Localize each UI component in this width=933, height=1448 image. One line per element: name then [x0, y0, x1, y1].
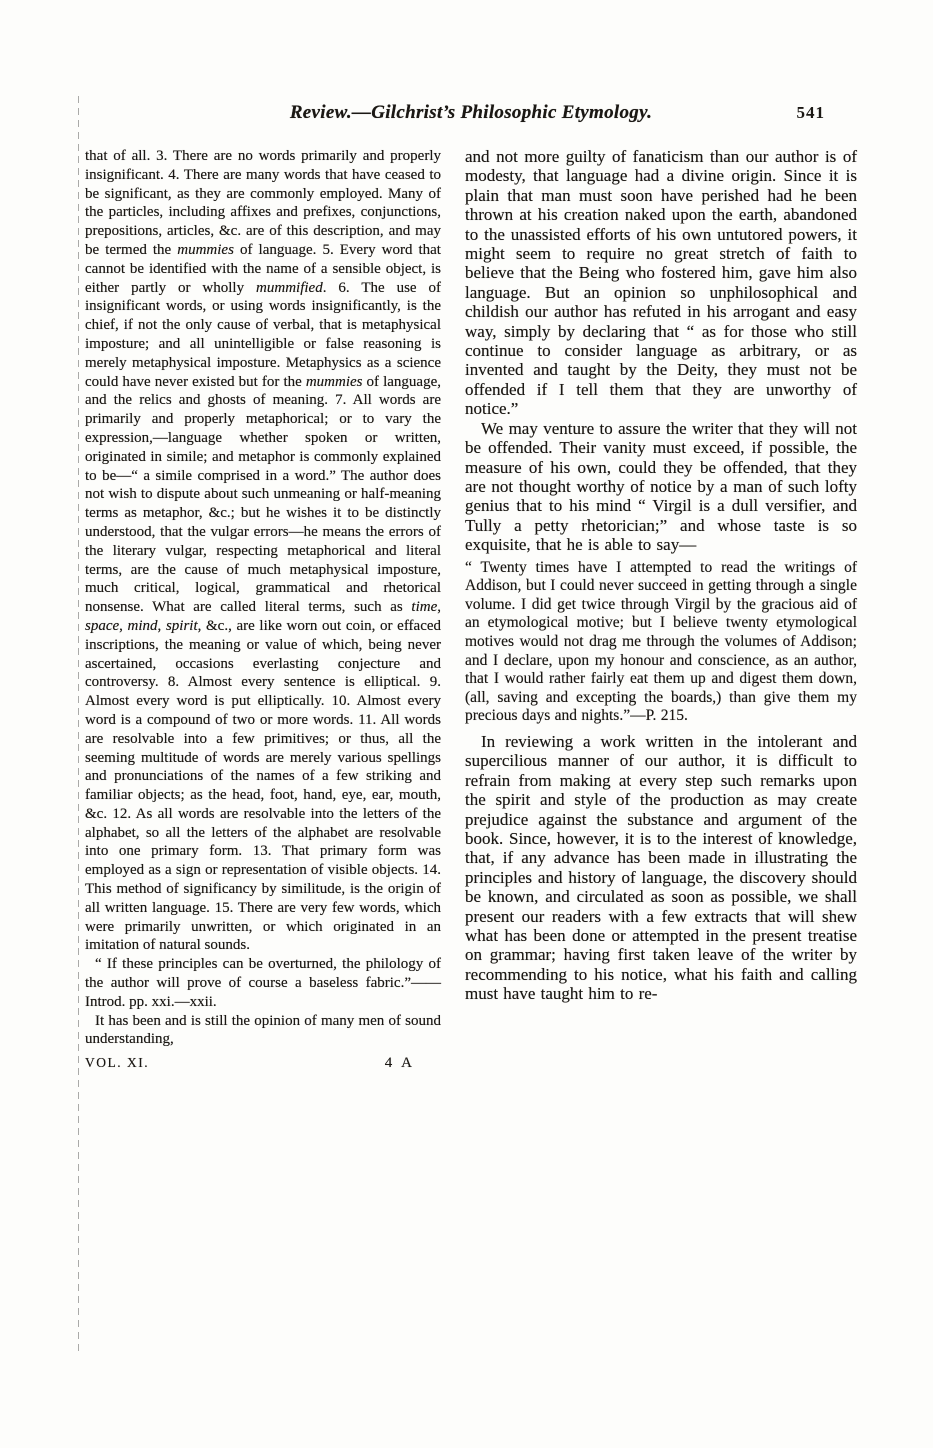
extract-principles-paragraph: that of all. 3. There are no words primarily and properly insignificant. 4. There are many words that have ceased to be significant, as they are commonly employed. Many of the particles, including affixes and prefixes, conjunctions, prepositions, articles, &c. are of this description, and may be termed the mummies of language. 5. Every word that cannot be identified with the name of a sensible object, is either partly or wholly mummified. 6. The use of insignificant words, or using words insignificantly, is the chief, if not the only cause of verbal, that is metaphysical imposture; and all unintelligible or false reasoning is merely metaphysical imposture. Metaphysics as a science could have never existed but for the mummies of language, and the relics and ghosts of meaning. 7. All words are primarily and properly metaphorical; or to vary the expression,—language whether spoken or written, originated in simile; and metaphor is commonly explained to be—“ a simile comprised in a word.” The author does not wish to dispute about such unmeaning or half-meaning terms as metaphor, &c.; but he wishes it to be distinctly understood, that the vulgar errors—he means the errors of the literary vulgar, respecting metaphorical and literal terms, are the cause of much metaphysical imposture, much critical, logical, grammatical and rhetorical nonsense. What are called literal terms, such as time, space, mind, spirit, &c., are like worn out coin, or effaced inscriptions, the meaning or value of which, being never ascertained, occasions everlasting conjecture and controversy. 8. Almost every sentence is elliptical. 9. Almost every word is put elliptically. 10. Almost every word is a compound of two or more words. 11. All words are resolvable into a few primitives; or thus, all the seeming multitude of words are merely various spellings and pronunciations of the names of a few striking and familiar objects; as the head, foot, hand, eye, ear, mouth, &c. 12. As all words are resolvable into the letters of the alphabet, so all the letters of the alphabet are resolvable into one primary form. 13. That primary form was employed as a sign or representation of visible objects. 14. This method of significancy by similitude, is the origin of all written language. 15. There are very few words, which were primarily unwritten, or which originated in an imitation of natural sounds. [85, 148, 442, 954]
page-header [85, 102, 857, 128]
left-margin-rule [78, 96, 79, 1352]
assurance-paragraph: We may venture to assure the writer that they will not be offended. Their vanity must exceed, if possible, the measure of his own, could they be offended, that they are not thought worthy of notice by a man of such lofty genius that to his mind “ Virgil is a dull versifier, and Tully a petty rhetorician;” and whose taste is so exquisite, that he is able to say— [465, 418, 857, 555]
reviewing-paragraph: In reviewing a work written in the intolerant and supercilious manner of our author, it is difficult to refrain from making at every step such remarks upon the spirit and style of the production as may create prejudice against the substance and argument of the book. Since, however, it is to the interest of knowledge, that, if any advance has been made in illustrating the principles and history of language, the discovery should be known, and circulated as soon as possible, we shall present our readers with a few extracts that will shew what has been done or attempted in the present treatise on grammar; having first taken leave of the writer by recommending to his notice, what his faith and calling must have taught him to re- [465, 731, 857, 1004]
opinion-paragraph: It has been and is still the opinion of many men of sound understanding, [85, 1012, 441, 1048]
volume-label: VOL. XI. [85, 1055, 150, 1071]
fanaticism-paragraph: and not more guilty of fanaticism than our author is of modesty, that language had a divine origin. Since it is plain that man must soon have perished had he been thrown at his creation naked upon the earth, abandoned to the unassisted efforts of his own untutored powers, it might seem to require no great stretch of faith to believe that the Being who fostered him, gave him also language. But an opinion so unphilosophical and childish our author has refuted in his arrogant and easy way, simply by declaring that “ as for those who still continue to consider language as arbitrary, or as invented and taught by the Deity, they must not be offended if I tell them that they are unworthy of notice.” [465, 147, 857, 419]
page-number: 541 [796, 103, 825, 122]
running-title: Review.—Gilchrist’s Philosophic Etymology. [289, 102, 653, 123]
left-column [85, 147, 441, 1072]
text-columns [85, 147, 857, 1072]
page-footer [85, 1055, 441, 1072]
signature-mark: 4 A [384, 1055, 415, 1072]
addison-blockquote: “ Twenty times have I attempted to read the writings of Addison, but I could never succeed in getting through a single volume. I did get twice through Virgil by the gracious aid of an etymological motive; but I believe twenty etymological motives would not drag me through the volumes of Addison; and I declare, upon my honour and conscience, as an author, that I would rather fairly eat them up and digest them down, (all, saving and excepting the boards,) than give them my precious days and nights.”—P. 215. [465, 558, 857, 725]
right-column [465, 147, 857, 1004]
extract-closing-quote-paragraph: “ If these principles can be overturned, the philology of the author will prove of course a baseless fabric.”——Introd. pp. xxi.—xxii. [85, 956, 441, 1010]
